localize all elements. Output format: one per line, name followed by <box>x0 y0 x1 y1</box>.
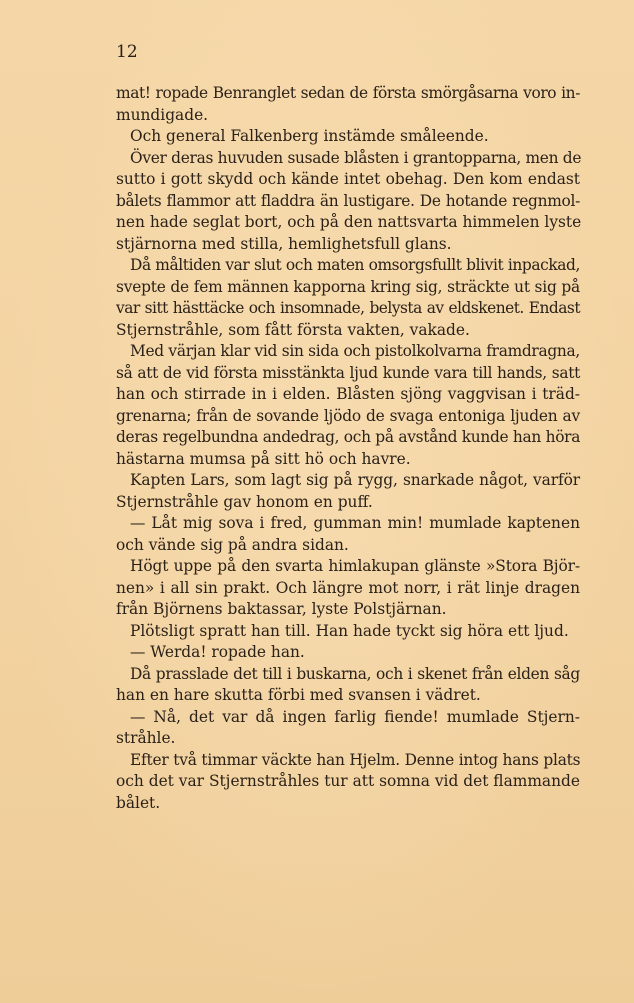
text-line: Efter två timmar väckte han Hjelm. Denne intog hans plats <box>130 750 581 769</box>
text-line: sutto i gott skydd och kände intet obehag. Den kom endast <box>116 170 580 188</box>
page-number: 12 <box>116 42 138 62</box>
text-line: han och stirrade in i elden. Blåsten sjöng vaggvisan i träd- <box>116 385 580 403</box>
text-line: Stjernstråhle, som fått första vakten, vakade. <box>116 320 470 339</box>
text-line: deras regelbundna andedrag, och på avstånd kunde han höra <box>116 428 581 446</box>
text-line: han en hare skutta förbi med svansen i vädret. <box>116 686 481 704</box>
text-line: — Låt mig sova i fred, gumman min! mumlade kaptenen <box>130 514 580 532</box>
text-line: stjärnorna med stilla, hemlighetsfull glans. <box>116 234 452 253</box>
text-line: Plötsligt spratt han till. Han hade tyckt sig höra ett ljud. <box>130 621 569 640</box>
text-line: svepte de fem männen kapporna kring sig, sträckte ut sig på <box>116 277 580 296</box>
text-line: stråhle. <box>116 729 176 747</box>
text-line: Och general Falkenberg instämde småleende. <box>130 127 489 145</box>
text-line: Stjernstråhle gav honom en puff. <box>116 492 373 511</box>
text-line: och det var Stjernstråhles tur att somna vid det flammande <box>116 772 580 790</box>
text-line: Då prasslade det till i buskarna, och i skenet från elden såg <box>130 664 580 683</box>
text-line: och vände sig på andra sidan. <box>116 535 349 554</box>
text-line: bålets flammor att fladdra än lustigare. De hotande regnmol- <box>116 191 580 210</box>
text-line: Över deras huvuden susade blåsten i grantopparna, men de <box>130 148 582 167</box>
text-line: hästarna mumsa på sitt hö och havre. <box>116 449 411 468</box>
text-line: grenarna; från de sovande ljödo de svaga entoniga ljuden av <box>116 406 580 425</box>
text-line: Då måltiden var slut och maten omsorgsfullt blivit inpackad, <box>130 256 580 274</box>
text-line: Med värjan klar vid sin sida och pistolkolvarna framdragna, <box>130 342 580 360</box>
text-line: mundigade. <box>116 105 209 124</box>
body-text <box>116 83 580 814</box>
text-line: Kapten Lars, som lagt sig på rygg, snarkade något, varför <box>130 471 580 489</box>
text-line: nen» i all sin prakt. Och längre mot norr, i rät linje dragen <box>116 578 580 597</box>
text-line: så att de vid första misstänkta ljud kunde vara till hands, satt <box>116 363 580 382</box>
text-line: — Werda! ropade han. <box>130 643 305 661</box>
text-line: nen hade seglat bort, och på den nattsvarta himmelen lyste <box>116 213 582 231</box>
text-line: mat! ropade Benranglet sedan de första smörgåsarna voro in- <box>116 84 580 102</box>
text-line: var sitt hästtäcke och insomnade, belysta av eldskenet. Endast <box>116 299 580 317</box>
text-line: från Björnens baktassar, lyste Polstjärnan. <box>116 600 447 618</box>
text-line: — Nå, det var då ingen farlig fiende! mumlade Stjern- <box>130 707 580 726</box>
text-line: Högt uppe på den svarta himlakupan glänste »Stora Björ- <box>130 557 580 575</box>
text-line: bålet. <box>116 793 161 812</box>
